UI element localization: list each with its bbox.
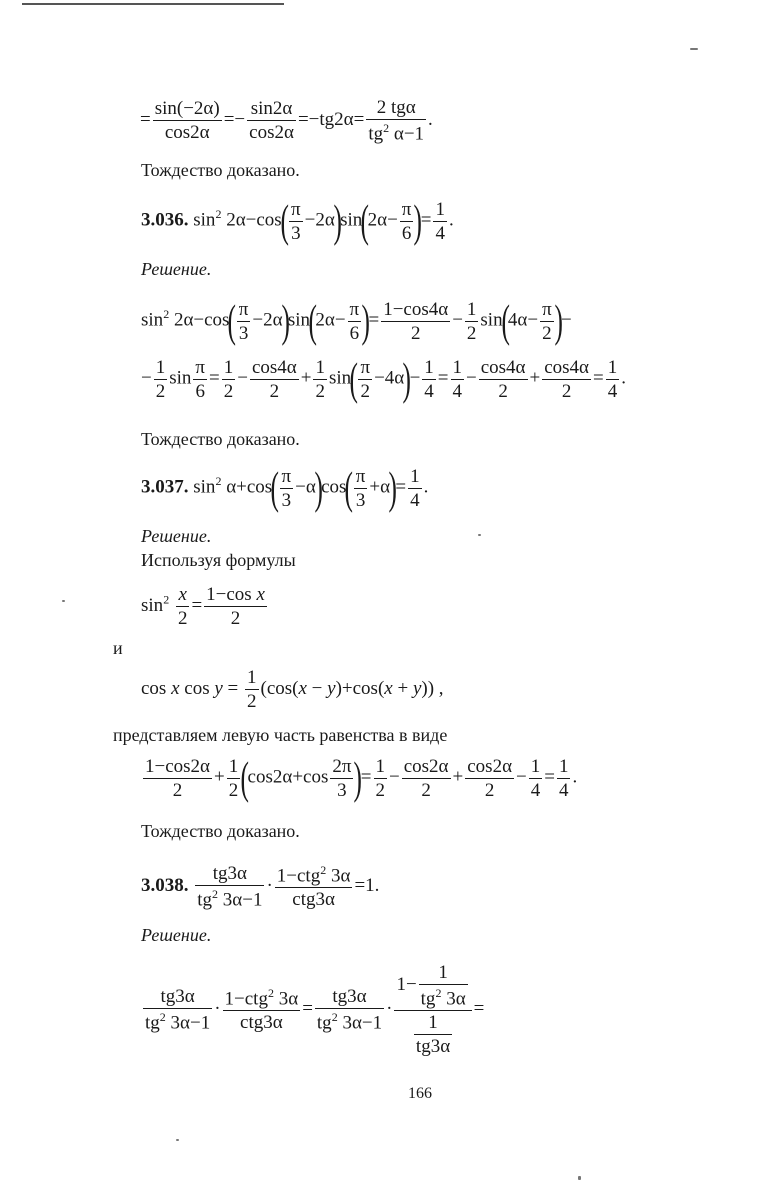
solution-label-1: Решение. xyxy=(141,259,212,279)
problem-3-036-statement: 3.036. $\sin^2 2\alpha-\cos$( $\frac{\pi}{3}$ −2α)sin(2α− $\frac{\pi}{6}$ )= $\frac{1}{4}$ . xyxy=(141,195,454,246)
top-rule xyxy=(22,3,284,5)
solution-label-3: Решение. xyxy=(141,925,212,945)
formula-half-angle: $\sin^2$ $\frac{x}{2}$ = $\frac{\text{1−cos x}}{2}$ xyxy=(141,584,265,629)
problem-3-037-statement: 3.037. $\sin^2 \alpha+\cos$( $\frac{\pi}{3}$ −α)cos( $\frac{\pi}{3}$ +α)= $\frac{1}{4}$ . xyxy=(141,462,429,513)
problem-id: 3.037. xyxy=(141,476,189,498)
page-number: 166 xyxy=(408,1085,432,1102)
equation-previous-end: = $\frac{\sin(-2\alpha)}{\cos 2\alpha}$ =− $\frac{\sin 2\alpha}{\cos 2\alpha}$ =−tg2α= $\frac{\text{2 tgα}}{tg^2 \alpha-1}$ . xyxy=(140,97,433,145)
solution-3-036-line-2: − $\frac{1}{2}$ sin $\frac{\pi}{6}$ = $\frac{1}{2}$ − $\frac{\cos 4\alpha}{2}$ + $\frac{1}{2}$ sin( $\frac{\pi}{2}$ −4α)− $\frac{1}{4}$ = $\frac{1}{4}$ − $\frac{\cos 4\alpha}{2}$ + $\frac{\cos 4\alpha}{2}$ = $\frac{1}{4}$ . xyxy=(141,353,626,404)
solution-3-038-line-1: $\frac{tg3\alpha}{tg^2 3\alpha-1}$ · $\frac{1-ctg^2 3\alpha}{\text{ctg3α}}$ = $\frac{tg3\alpha}{tg^2 3\alpha-1}$ · 1− $\frac{1}{tg^2 3\alpha}$ $\frac{1}{tg3\alpha}$ = xyxy=(145,962,485,1058)
proven-text-1: Тождество доказано. xyxy=(141,160,300,180)
proven-text-2: Тождество доказано. xyxy=(141,429,300,449)
solution-label-2: Решение. xyxy=(141,526,212,546)
problem-3-038-statement: 3.038. $\frac{tg3\alpha}{tg^2 3\alpha-1}$ · $\frac{1-ctg^2 3\alpha}{\text{ctg3α}}$ =1. xyxy=(141,863,380,911)
using-formulas-text: Используя формулы xyxy=(141,550,296,570)
scan-speck xyxy=(176,1139,179,1141)
scan-speck xyxy=(690,48,698,50)
scan-speck xyxy=(578,1176,581,1180)
formula-product-to-sum: cos x cos y = $\frac{1}{2}$ (cos(x − y)+cos(x + y)) , xyxy=(141,667,444,712)
proven-text-3: Тождество доказано. xyxy=(141,821,300,841)
scan-speck xyxy=(478,534,481,536)
represent-text: представляем левую часть равенства в виде xyxy=(113,725,448,745)
problem-id: 3.036. xyxy=(141,209,189,231)
and-text: и xyxy=(113,638,123,658)
scan-speck xyxy=(62,600,65,602)
solution-3-037-line-1: $\frac{1-\cos 2\alpha}{2}$ + $\frac{1}{2}$ (cos2α+cos $\frac{2\pi}{3}$ )= $\frac{1}{2}$ − $\frac{\cos 2\alpha}{2}$ + $\frac{\cos 2\alpha}{2}$ − $\frac{1}{4}$ = $\frac{1}{4}$ . xyxy=(145,752,578,803)
problem-id: 3.038. xyxy=(141,875,189,897)
solution-3-036-line-1: $\sin^2 2\alpha-\cos$( $\frac{\pi}{3}$ −2α)sin(2α− $\frac{\pi}{6}$ )= $\frac{1-\cos 4\alpha}{2}$ − $\frac{1}{2}$ sin(4α− $\frac{\pi}{2}$ )− xyxy=(141,295,572,346)
